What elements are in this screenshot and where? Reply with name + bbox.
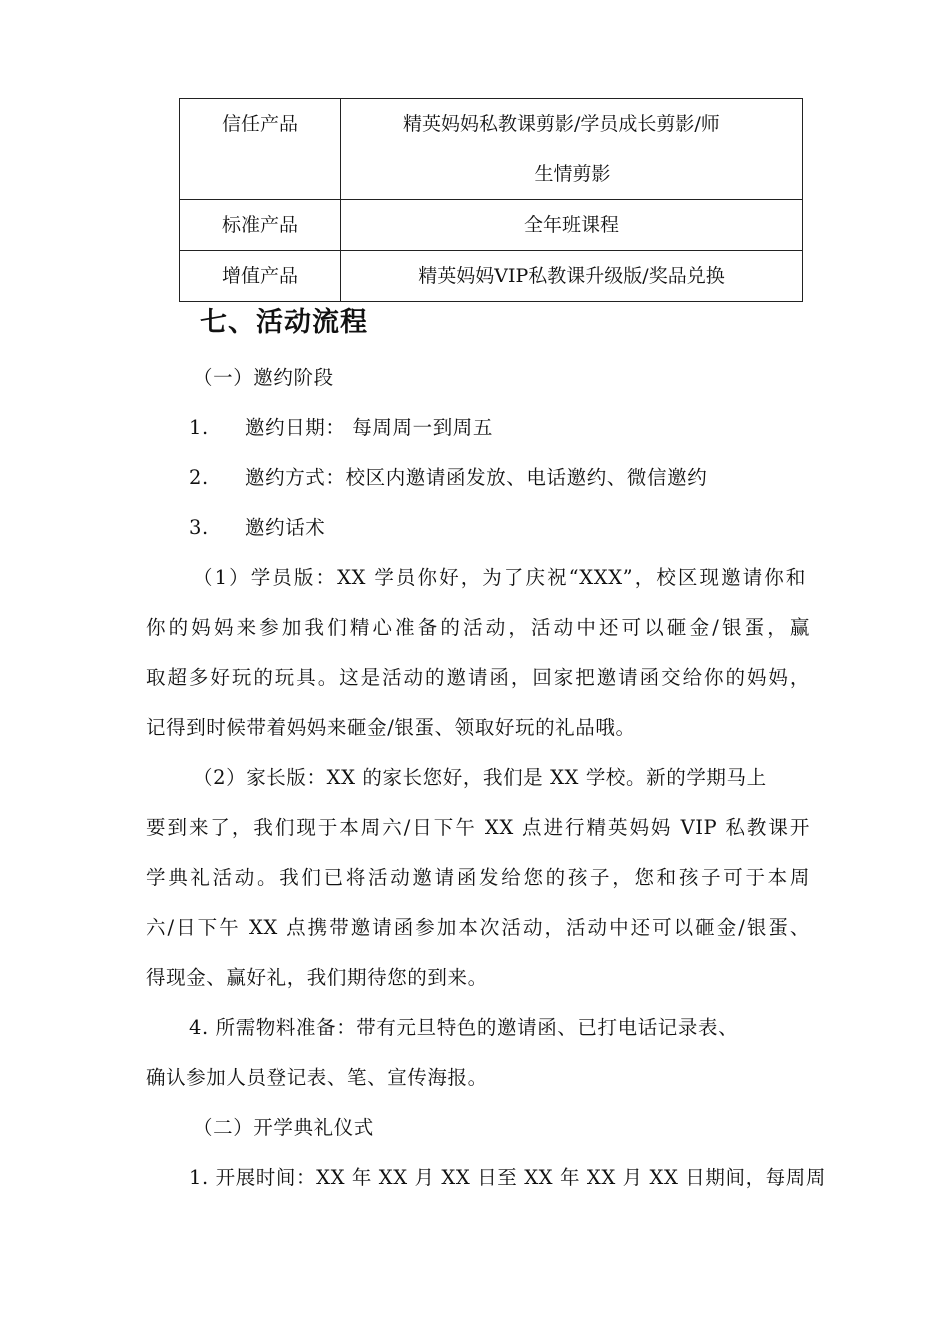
list-number: 3.: [189, 516, 209, 539]
paragraph-line: 得现金、赢好礼，我们期待您的到来。: [146, 966, 488, 989]
value-cell: [341, 99, 803, 200]
list-text: 邀约话术: [245, 516, 326, 539]
list-number: 2.: [189, 466, 209, 489]
subsection-title: （一）邀约阶段: [193, 366, 334, 389]
paragraph-line: （1）学员版：XX 学员你好，为了庆祝“XXX”，校区现邀请你和: [193, 566, 806, 589]
paragraph-line: 你的妈妈来参加我们精心准备的活动，活动中还可以砸金/银蛋，赢: [146, 616, 810, 639]
paragraph-line: 1. 开展时间：XX 年 XX 月 XX 日至 XX 年 XX 月 XX 日期间，每周周: [189, 1166, 826, 1189]
paragraph-line: 要到来了，我们现于本周六/日下午 XX 点进行精英妈妈 VIP 私教课开: [146, 816, 810, 839]
section-heading: 七、活动流程: [200, 307, 368, 338]
paragraph-line: （2）家长版：XX 的家长您好，我们是 XX 学校。新的学期马上: [193, 766, 767, 789]
paragraph-line: 学典礼活动。我们已将活动邀请函发给您的孩子，您和孩子可于本周: [146, 866, 810, 889]
category-cell: 信任产品: [180, 99, 341, 200]
table-row: [180, 99, 803, 200]
list-number: 1.: [189, 416, 209, 439]
paragraph-line: 4. 所需物料准备：带有元旦特色的邀请函、已打电话记录表、: [189, 1016, 739, 1039]
paragraph-line: 记得到时候带着妈妈来砸金/银蛋、领取好玩的礼品哦。: [146, 716, 636, 739]
list-item: [189, 462, 853, 490]
value-cell: 全年班课程: [341, 200, 803, 251]
value-line: 精英妈妈私教课剪影/学员成长剪影/师: [403, 113, 720, 135]
value-line: 生情剪影: [534, 163, 611, 185]
paragraph-line: 六/日下午 XX 点携带邀请函参加本次活动，活动中还可以砸金/银蛋、: [146, 916, 810, 939]
table-row: [180, 251, 803, 302]
subsection-title: （二）开学典礼仪式: [193, 1116, 374, 1139]
product-table: [179, 98, 803, 302]
list-text: 邀约方式：校区内邀请函发放、电话邀约、微信邀约: [245, 466, 708, 489]
category-cell: 标准产品: [180, 200, 341, 251]
list-text: 邀约日期： 每周周一到周五: [245, 416, 493, 439]
paragraph-line: 确认参加人员登记表、笔、宣传海报。: [146, 1066, 488, 1089]
list-item: [189, 512, 853, 540]
list-item: [189, 412, 853, 440]
paragraph-line: 取超多好玩的玩具。这是活动的邀请函，回家把邀请函交给你的妈妈，: [146, 666, 810, 689]
category-cell: 增值产品: [180, 251, 341, 302]
table-row: [180, 200, 803, 251]
value-cell: 精英妈妈VIP私教课升级版/奖品兑换: [341, 251, 803, 302]
